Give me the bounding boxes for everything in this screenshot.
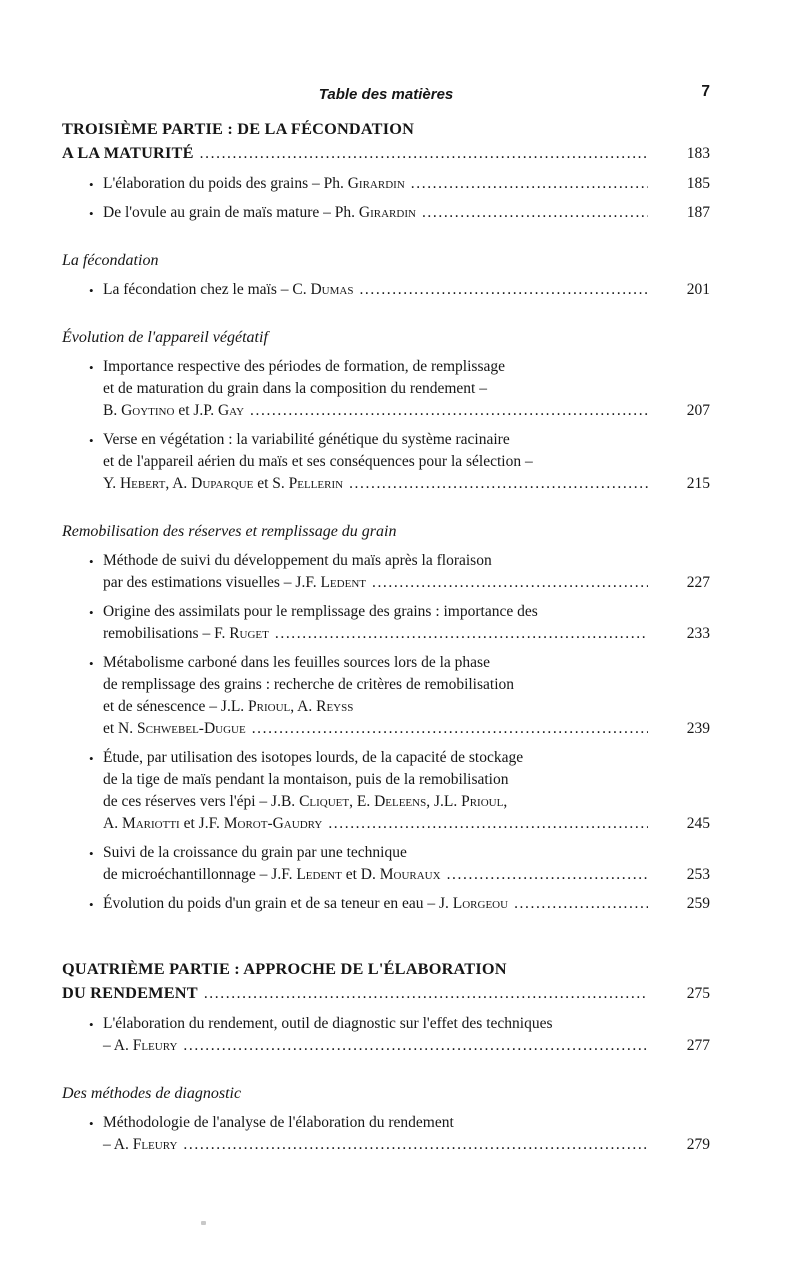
toc-entry: [62, 429, 710, 495]
text-segment: L'élaboration du poids des grains – Ph.: [103, 175, 348, 192]
dot-leader: [275, 623, 648, 645]
toc-line: [103, 451, 710, 473]
text-segment: et J.P.: [174, 402, 218, 419]
dot-leader: [328, 813, 648, 835]
dot-leader: [447, 864, 648, 886]
author-name: Schwebel-Dugue: [137, 720, 246, 737]
toc-text: [103, 1035, 177, 1057]
toc-text: [103, 1134, 177, 1156]
toc-entry: [62, 893, 710, 915]
dot-leader: [411, 173, 648, 195]
author-name: Dumas: [310, 281, 354, 298]
toc-line: [103, 747, 710, 769]
toc-line: [62, 117, 710, 141]
toc-text: [62, 523, 396, 540]
text-segment: A LA MATURITÉ: [62, 143, 194, 162]
dot-leader: [359, 279, 648, 301]
toc-text: [103, 864, 441, 886]
text-segment: TROISIÈME PARTIE : DE LA FÉCONDATION: [62, 119, 415, 138]
dot-leader: [250, 400, 648, 422]
dot-leader: [372, 572, 648, 594]
toc-column: [62, 83, 710, 1156]
toc-text: [62, 959, 507, 978]
text-segment: et S.: [253, 475, 289, 492]
page-ref: 187: [686, 204, 710, 221]
page-ref: 201: [686, 281, 710, 298]
text-segment: Étude, par utilisation des isotopes lourds, de la capacité de stockage: [103, 749, 524, 766]
author-name: Ledent: [320, 574, 366, 591]
author-name: Girardin: [347, 175, 405, 192]
group-heading: [62, 327, 710, 349]
toc-line: [62, 1083, 710, 1105]
bullet-icon: •: [89, 1116, 94, 1131]
page-header: [62, 83, 710, 108]
text-segment: remobilisations – F.: [103, 625, 230, 642]
toc-line: [103, 473, 710, 495]
toc-text: [103, 1015, 553, 1032]
toc-line: [103, 842, 710, 864]
text-segment: Métabolisme carboné dans les feuilles sources lors de la phase: [103, 654, 490, 671]
toc-line: [103, 202, 710, 224]
toc-line: [62, 521, 710, 543]
author-name: Pellerin: [288, 475, 344, 492]
toc-text: [62, 252, 158, 269]
dot-leader: [200, 142, 648, 166]
bullet-icon: •: [89, 360, 94, 375]
toc-line: [103, 791, 710, 813]
author-name: Reyss: [316, 698, 354, 715]
text-segment: – A.: [103, 1037, 133, 1054]
toc-text: [103, 771, 509, 788]
toc-line: [62, 141, 710, 166]
text-segment: de microéchantillonnage – J.F.: [103, 866, 297, 883]
text-segment: Évolution du poids d'un grain et de sa teneur en eau – J.: [103, 895, 453, 912]
bullet-icon: •: [89, 605, 94, 620]
text-segment: , A.: [165, 475, 192, 492]
part-heading: [62, 957, 710, 1006]
text-segment: et J.F.: [179, 815, 224, 832]
text-segment: et de maturation du grain dans la composition du rendement –: [103, 380, 487, 397]
text-segment: Évolution de l'appareil végétatif: [62, 329, 268, 346]
toc-line: [103, 356, 710, 378]
toc-line: [103, 652, 710, 674]
bullet-icon: •: [89, 656, 94, 671]
toc-text: [103, 1114, 454, 1131]
author-name: Ruget: [229, 625, 269, 642]
toc-line: [103, 601, 710, 623]
toc-text: [103, 572, 366, 594]
text-segment: Des méthodes de diagnostic: [62, 1085, 242, 1102]
author-name: Prioul: [461, 793, 504, 810]
text-segment: Origine des assimilats pour le remplissage des grains : importance des: [103, 603, 538, 620]
bullet-icon: •: [89, 846, 94, 861]
author-name: Deleens: [374, 793, 427, 810]
toc-line: [103, 378, 710, 400]
text-segment: et de l'appareil aérien du maïs et ses conséquences pour la sélection –: [103, 453, 533, 470]
part-heading: [62, 117, 710, 166]
group-heading: [62, 521, 710, 543]
toc-entry: [62, 173, 710, 195]
toc-text: [103, 202, 416, 224]
toc-list: [62, 117, 710, 1156]
toc-entry: [62, 652, 710, 740]
text-segment: Remobilisation des réserves et remplissage du grain: [62, 523, 397, 540]
author-name: Gay: [217, 402, 245, 419]
toc-text: [103, 698, 353, 715]
author-name: Fleury: [132, 1037, 178, 1054]
toc-text: [103, 893, 508, 915]
text-segment: Verse en végétation : la variabilité génétique du système racinaire: [103, 431, 510, 448]
text-segment: Méthodologie de l'analyse de l'élaboration du rendement: [103, 1114, 454, 1131]
toc-line: [103, 1134, 710, 1156]
toc-text: [62, 119, 414, 138]
group-heading: [62, 250, 710, 272]
author-name: Prioul: [248, 698, 291, 715]
toc-entry: [62, 356, 710, 422]
toc-text: [103, 793, 507, 810]
toc-text: [62, 1085, 241, 1102]
toc-line: [103, 893, 710, 915]
toc-text: [103, 279, 353, 301]
toc-line: [103, 674, 710, 696]
text-segment: B.: [103, 402, 122, 419]
page-ref: 279: [686, 1136, 710, 1153]
toc-line: [62, 250, 710, 272]
toc-text: [103, 749, 523, 766]
dot-leader: [422, 202, 648, 224]
author-name: Lorgeou: [452, 895, 509, 912]
text-segment: L'élaboration du rendement, outil de diagnostic sur l'effet des techniques: [103, 1015, 553, 1032]
bullet-icon: •: [89, 1017, 94, 1032]
toc-line: [103, 1112, 710, 1134]
page-ref: 185: [686, 175, 710, 192]
toc-line: [62, 957, 710, 981]
text-segment: , A.: [290, 698, 317, 715]
toc-entry: [62, 202, 710, 224]
toc-text: [103, 552, 492, 569]
page-ref: 227: [686, 574, 710, 591]
toc-line: [103, 813, 710, 835]
toc-text: [103, 844, 407, 861]
text-segment: Importance respective des périodes de formation, de remplissage: [103, 358, 505, 375]
text-segment: et N.: [103, 720, 138, 737]
group-heading: [62, 1083, 710, 1105]
toc-line: [103, 623, 710, 645]
page-ref: 233: [686, 625, 710, 642]
text-segment: Suivi de la croissance du grain par une technique: [103, 844, 407, 861]
text-segment: La fécondation: [62, 252, 159, 269]
toc-text: [62, 329, 268, 346]
toc-text: [103, 603, 538, 620]
toc-line: [103, 572, 710, 594]
author-name: Ledent: [296, 866, 342, 883]
text-segment: La fécondation chez le maïs – C.: [103, 281, 311, 298]
dot-leader: [514, 893, 648, 915]
toc-line: [103, 1013, 710, 1035]
toc-line: [103, 718, 710, 740]
dot-leader: [183, 1134, 648, 1156]
page-ref: 275: [686, 985, 710, 1002]
bullet-icon: •: [89, 897, 94, 912]
text-segment: , J.L.: [426, 793, 462, 810]
author-name: Duparque: [191, 475, 254, 492]
bullet-icon: •: [89, 433, 94, 448]
text-segment: – A.: [103, 1136, 133, 1153]
toc-entry: [62, 747, 710, 835]
text-segment: et D.: [341, 866, 380, 883]
toc-text: [103, 718, 246, 740]
toc-line: [103, 696, 710, 718]
toc-entry: [62, 1112, 710, 1156]
author-name: Cliquet: [299, 793, 350, 810]
running-title: Table des matières: [318, 86, 454, 103]
bullet-icon: •: [89, 554, 94, 569]
toc-text: [62, 141, 194, 165]
toc-line: [103, 173, 710, 195]
scan-artifact: [201, 1221, 206, 1225]
text-segment: et de sénescence – J.L.: [103, 698, 249, 715]
page-number: 7: [701, 83, 710, 100]
toc-line: [103, 400, 710, 422]
toc-text: [103, 654, 490, 671]
dot-leader: [349, 473, 648, 495]
toc-text: [62, 981, 198, 1005]
text-segment: DU RENDEMENT: [62, 983, 198, 1002]
toc-line: [103, 429, 710, 451]
author-name: Mouraux: [379, 866, 441, 883]
toc-text: [103, 623, 269, 645]
toc-text: [103, 358, 505, 375]
toc-line: [103, 769, 710, 791]
toc-line: [62, 327, 710, 349]
toc-line: [103, 1035, 710, 1057]
text-segment: , E.: [349, 793, 375, 810]
toc-text: [103, 431, 510, 448]
toc-text: [103, 813, 322, 835]
toc-entry: [62, 601, 710, 645]
toc-entry: [62, 1013, 710, 1057]
author-name: Morot-Gaudry: [223, 815, 323, 832]
text-segment: De l'ovule au grain de maïs mature – Ph.: [103, 204, 359, 221]
toc-line: [103, 279, 710, 301]
page-ref: 245: [686, 815, 710, 832]
toc-text: [103, 400, 244, 422]
author-name: Girardin: [358, 204, 416, 221]
toc-text: [103, 173, 405, 195]
text-segment: Méthode de suivi du développement du maïs après la floraison: [103, 552, 492, 569]
toc-text: [103, 380, 487, 397]
text-segment: QUATRIÈME PARTIE : APPROCHE DE L'ÉLABORATION: [62, 959, 507, 978]
toc-text: [103, 676, 514, 693]
page-ref: 277: [686, 1037, 710, 1054]
text-segment: ,: [503, 793, 508, 810]
text-segment: de la tige de maïs pendant la montaison, puis de la remobilisation: [103, 771, 509, 788]
author-name: Hebert: [119, 475, 166, 492]
toc-line: [103, 550, 710, 572]
toc-line: [62, 981, 710, 1006]
page-ref: 215: [686, 475, 710, 492]
bullet-icon: •: [89, 206, 94, 221]
dot-leader: [252, 718, 648, 740]
toc-entry: [62, 842, 710, 886]
toc-entry: [62, 279, 710, 301]
page-ref: 259: [686, 895, 710, 912]
dot-leader: [183, 1035, 648, 1057]
page-ref: 183: [686, 145, 710, 162]
text-segment: Y.: [103, 475, 120, 492]
bullet-icon: •: [89, 751, 94, 766]
text-segment: par des estimations visuelles – J.F.: [103, 574, 321, 591]
text-segment: A.: [103, 815, 122, 832]
toc-entry: [62, 550, 710, 594]
bullet-icon: •: [89, 177, 94, 192]
toc-line: [103, 864, 710, 886]
dot-leader: [204, 982, 648, 1006]
toc-text: [103, 453, 533, 470]
page-ref: 253: [686, 866, 710, 883]
author-name: Fleury: [132, 1136, 178, 1153]
author-name: Mariotti: [121, 815, 180, 832]
text-segment: de ces réserves vers l'épi – J.B.: [103, 793, 300, 810]
text-segment: de remplissage des grains : recherche de critères de remobilisation: [103, 676, 515, 693]
page-ref: 239: [686, 720, 710, 737]
author-name: Goytino: [121, 402, 175, 419]
page-ref: 207: [686, 402, 710, 419]
toc-text: [103, 473, 343, 495]
bullet-icon: •: [89, 283, 94, 298]
